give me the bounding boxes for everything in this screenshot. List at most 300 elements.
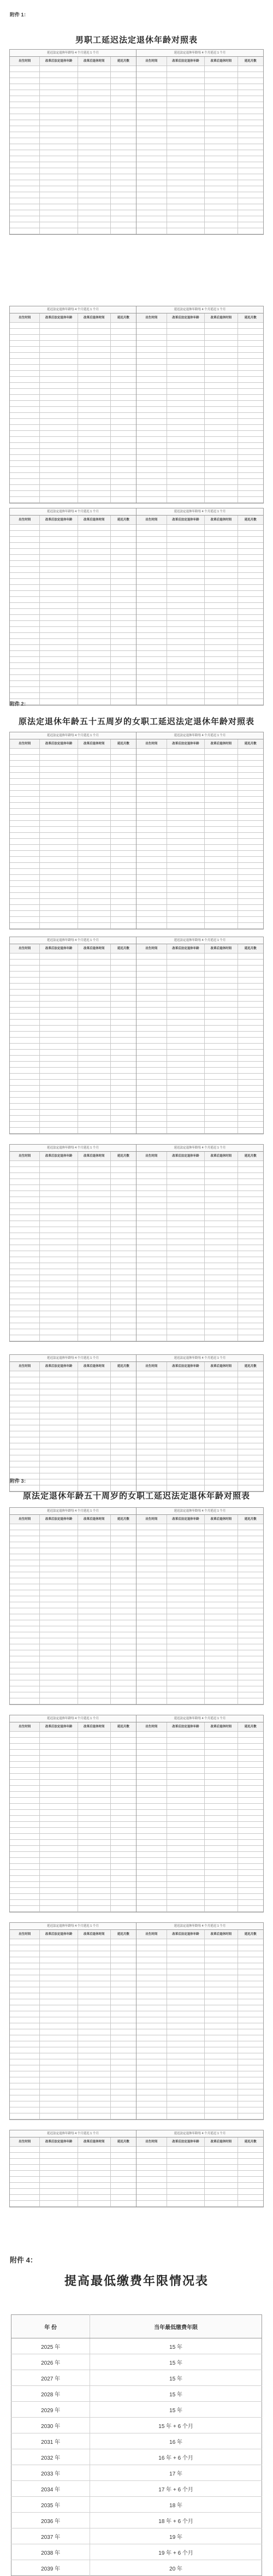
table-cell (10, 899, 40, 905)
table-cell (205, 1335, 238, 1341)
column-header: 改革后法定退休年龄 (167, 1930, 205, 1939)
table-cell (111, 1756, 136, 1762)
table-cell (136, 749, 167, 755)
table-cell (78, 2189, 111, 2195)
table-cell (167, 1864, 205, 1870)
table-cell (205, 1816, 238, 1822)
table-cell (205, 1233, 238, 1239)
table-cell (238, 761, 263, 767)
table-cell (10, 893, 40, 899)
table-cell (78, 1732, 111, 1738)
table-cell (136, 2183, 167, 2189)
table-cell (40, 359, 78, 365)
table-cell (10, 222, 40, 228)
table-cell (205, 2195, 238, 2201)
table-cell (136, 1987, 167, 1993)
table-cell (10, 1104, 40, 1110)
table-cell (238, 1263, 263, 1269)
table-cell (167, 911, 205, 917)
table-cell (10, 1227, 40, 1233)
table-cell (10, 603, 40, 609)
table-cell (167, 990, 205, 996)
table-cell (238, 1656, 263, 1662)
table-cell (238, 1882, 263, 1888)
table-cell (167, 1662, 205, 1668)
table-cell (78, 2201, 111, 2207)
table-cell (10, 437, 40, 443)
table-cell (111, 1116, 136, 1122)
table-cell (205, 1371, 238, 1377)
table-cell (167, 1185, 205, 1191)
table-cell (136, 1227, 167, 1233)
table-cell (205, 431, 238, 437)
table-cell (10, 2017, 40, 2023)
table-cell (205, 2065, 238, 2071)
table-cell (205, 1834, 238, 1840)
table-cell (111, 192, 136, 198)
table-cell (10, 779, 40, 785)
table-cell (111, 2159, 136, 2165)
table-cell (238, 2065, 263, 2071)
table-cell (136, 669, 167, 675)
table-cell (111, 1263, 136, 1269)
table-cell (111, 845, 136, 851)
table-cell (205, 839, 238, 845)
attachment2-label: 附件 2： (10, 701, 29, 707)
table-cell (40, 1882, 78, 1888)
table-cell (205, 1590, 238, 1596)
table-cell (40, 1239, 78, 1245)
table-cell (111, 567, 136, 573)
table-cell (238, 1774, 263, 1780)
table-cell (78, 597, 111, 603)
column-header: 出生时间 (10, 1362, 40, 1371)
table-cell (111, 809, 136, 815)
table-cell (111, 210, 136, 216)
table-cell (136, 198, 167, 204)
table-cell (40, 1963, 78, 1969)
table-cell (10, 1275, 40, 1281)
table-cell (111, 1335, 136, 1341)
table-cell (167, 525, 205, 531)
table-cell (136, 1038, 167, 1044)
table-cell (40, 1383, 78, 1389)
table-cell (111, 1185, 136, 1191)
table-cell (40, 216, 78, 222)
table-cell (136, 1536, 167, 1542)
table-cell (205, 1377, 238, 1383)
table-cell (167, 2171, 205, 2177)
table-cell (136, 419, 167, 425)
table-cell (78, 827, 111, 833)
table-cell (238, 573, 263, 579)
table-cell (111, 615, 136, 621)
table-cell (205, 633, 238, 639)
table-cell (205, 905, 238, 911)
table-cell (78, 1999, 111, 2005)
table-cell (238, 1698, 263, 1704)
table-cell (111, 1852, 136, 1858)
table-cell (40, 1554, 78, 1560)
table-cell (10, 2041, 40, 2047)
table-cell (111, 479, 136, 485)
table-cell (167, 1602, 205, 1608)
table-cell (205, 365, 238, 371)
table-cell (111, 228, 136, 234)
table-cell (136, 1008, 167, 1014)
table-cell (40, 1738, 78, 1744)
table-cell (205, 419, 238, 425)
table-cell (167, 407, 205, 413)
table-cell (111, 1449, 136, 1455)
table-cell (136, 2029, 167, 2035)
table-cell (167, 1014, 205, 1020)
table-cell (167, 1792, 205, 1798)
table-cell (111, 1780, 136, 1786)
table-cell (205, 1431, 238, 1437)
table-cell (136, 1479, 167, 1485)
table-cell (40, 1473, 78, 1479)
table-cell (238, 809, 263, 815)
table-cell (167, 1395, 205, 1401)
age-table-block (9, 732, 264, 929)
table-cell (78, 383, 111, 389)
table-cell (40, 2077, 78, 2083)
table-cell (10, 2035, 40, 2041)
table-cell (205, 537, 238, 543)
table-cell (136, 1443, 167, 1449)
age-table-grid (136, 313, 263, 503)
table-cell (10, 681, 40, 687)
table-cell (238, 1233, 263, 1239)
table-cell (10, 2095, 40, 2101)
table-cell (238, 543, 263, 549)
age-table-block (9, 306, 264, 504)
table-cell (10, 972, 40, 978)
table-cell (205, 2113, 238, 2119)
table-cell (205, 917, 238, 923)
table-header: 延迟法定退休年龄每 4 个月延迟 1 个月 (10, 508, 136, 516)
table-cell (10, 431, 40, 437)
table-cell (167, 1299, 205, 1305)
table-cell (10, 1173, 40, 1179)
table-cell (136, 329, 167, 335)
table-cell (111, 627, 136, 633)
table-cell (238, 1050, 263, 1056)
table-cell (111, 1542, 136, 1548)
age-table-half (10, 1355, 136, 1491)
table-cell (10, 108, 40, 114)
table-cell (40, 323, 78, 329)
table-cell (10, 1846, 40, 1852)
table-cell (167, 1467, 205, 1473)
age-table-half (136, 2130, 263, 2207)
table-cell (78, 1774, 111, 1780)
table-cell (167, 827, 205, 833)
table-cell (205, 851, 238, 857)
table-cell (167, 960, 205, 966)
table-cell (167, 413, 205, 419)
table-cell (205, 2023, 238, 2029)
table-cell (136, 2171, 167, 2177)
table-cell (10, 479, 40, 485)
table-cell (205, 1774, 238, 1780)
table-cell (205, 693, 238, 699)
table-cell (111, 579, 136, 585)
table-cell (205, 1656, 238, 1662)
table-cell (167, 1002, 205, 1008)
table-cell (136, 2153, 167, 2159)
table-cell (238, 881, 263, 887)
table-cell (205, 210, 238, 216)
table-cell (167, 1020, 205, 1026)
table-cell (136, 675, 167, 681)
table-cell (136, 1900, 167, 1906)
table-cell (10, 1389, 40, 1395)
table-cell (40, 639, 78, 645)
table-cell (78, 2029, 111, 2035)
table-cell (111, 96, 136, 102)
table-cell (111, 1939, 136, 1945)
table-cell (10, 2089, 40, 2095)
table-cell (40, 561, 78, 567)
table-cell (136, 863, 167, 869)
table-cell (78, 1626, 111, 1632)
table-cell (238, 2189, 263, 2195)
table-cell (205, 845, 238, 851)
table-cell (205, 2071, 238, 2077)
table-cell (167, 401, 205, 407)
table-cell (40, 1756, 78, 1762)
table-cell (78, 198, 111, 204)
table-cell (136, 1080, 167, 1086)
table-cell (78, 1870, 111, 1876)
column-header: 改革后法定退休年龄 (167, 313, 205, 323)
table-cell (136, 1756, 167, 1762)
table-cell (111, 1221, 136, 1227)
table-cell (205, 1419, 238, 1425)
table-cell (238, 663, 263, 669)
table-cell (167, 1762, 205, 1768)
table-cell (238, 2041, 263, 2047)
table-cell (205, 395, 238, 401)
table-cell (10, 335, 40, 341)
table-cell (205, 597, 238, 603)
table-cell (10, 1957, 40, 1963)
table-cell (10, 2153, 40, 2159)
table-cell (136, 174, 167, 180)
table-cell (78, 1311, 111, 1317)
table-cell (167, 633, 205, 639)
table-cell (205, 192, 238, 198)
table-cell (78, 681, 111, 687)
table-cell (136, 1293, 167, 1299)
table-cell (205, 1548, 238, 1554)
table-cell (167, 543, 205, 549)
table-cell (136, 2011, 167, 2017)
age-table-half (10, 1715, 136, 1912)
table-cell (111, 2183, 136, 2189)
table-cell (78, 893, 111, 899)
table-cell (10, 449, 40, 455)
age-table-block (9, 1507, 264, 1705)
table-cell (238, 1074, 263, 1080)
table-cell (111, 978, 136, 984)
table-cell (111, 1329, 136, 1335)
table-cell (167, 761, 205, 767)
table-cell (111, 984, 136, 990)
table-cell (136, 2065, 167, 2071)
age-table-block (9, 1715, 264, 1912)
table-cell (238, 1993, 263, 1999)
table-cell (167, 1281, 205, 1287)
table-cell (111, 954, 136, 960)
table-cell (78, 1389, 111, 1395)
age-table-half (10, 50, 136, 234)
table-cell (238, 449, 263, 455)
table-cell (78, 1050, 111, 1056)
table-cell (78, 984, 111, 990)
table-cell (111, 1008, 136, 1014)
table-cell (40, 1686, 78, 1692)
table-cell (78, 120, 111, 126)
table-row (11, 2449, 262, 2465)
table-cell (238, 335, 263, 341)
table-cell (111, 1680, 136, 1686)
table-cell (111, 639, 136, 645)
table-cell (238, 1792, 263, 1798)
table-cell (205, 603, 238, 609)
table-cell (78, 371, 111, 377)
table-cell (40, 905, 78, 911)
table-cell (10, 1692, 40, 1698)
table-cell (205, 2059, 238, 2065)
table-cell (167, 491, 205, 497)
table-cell (111, 1548, 136, 1554)
table-cell (167, 1530, 205, 1536)
table-cell (78, 102, 111, 108)
table-cell (111, 389, 136, 395)
table-cell (238, 1329, 263, 1335)
table-cell (238, 1560, 263, 1566)
table-cell (10, 198, 40, 204)
table-cell (136, 1906, 167, 1912)
table-cell (205, 329, 238, 335)
table-cell (167, 1479, 205, 1485)
attachment3-label: 附件 3： (10, 1478, 29, 1484)
table-cell (238, 1999, 263, 2005)
table-cell (40, 2101, 78, 2107)
table-cell (205, 383, 238, 389)
table-cell (205, 1584, 238, 1590)
table-cell (40, 633, 78, 639)
table-cell (238, 419, 263, 425)
table-cell (78, 1614, 111, 1620)
table-cell (136, 561, 167, 567)
table-cell (238, 2077, 263, 2083)
table-cell (136, 1413, 167, 1419)
table-cell (40, 222, 78, 228)
table-cell (238, 1572, 263, 1578)
table-cell (10, 2023, 40, 2029)
table-cell (238, 591, 263, 597)
age-table-grid (10, 739, 136, 929)
table-cell (167, 591, 205, 597)
table-cell (167, 1257, 205, 1263)
table-cell (40, 383, 78, 389)
age-table-grid (136, 1515, 263, 1704)
table-cell (167, 1870, 205, 1876)
table-cell (238, 1008, 263, 1014)
table-cell (40, 1834, 78, 1840)
table-cell (205, 857, 238, 863)
table-header: 延迟法定退休年龄每 4 个月延迟 1 个月 (10, 306, 136, 313)
table-cell (10, 905, 40, 911)
table-cell (10, 1161, 40, 1167)
table-cell (40, 857, 78, 863)
table-cell (238, 389, 263, 395)
table-cell (238, 954, 263, 960)
table-cell (136, 1786, 167, 1792)
table-cell (111, 633, 136, 639)
table-cell (167, 425, 205, 431)
table-cell (238, 1311, 263, 1317)
table-cell (40, 1068, 78, 1074)
table-cell (10, 1822, 40, 1828)
table-cell (40, 1792, 78, 1798)
column-header: 出生时间 (136, 739, 167, 749)
table-cell (78, 1590, 111, 1596)
table-cell (238, 431, 263, 437)
column-header: 改革后退休时间 (78, 2137, 111, 2147)
column-header: 改革后退休时间 (205, 516, 238, 525)
table-cell (205, 1744, 238, 1750)
table-cell (238, 1524, 263, 1530)
table-cell (10, 1455, 40, 1461)
table-cell (40, 2177, 78, 2183)
age-table-half (136, 1145, 263, 1341)
table-cell (167, 1768, 205, 1774)
table-cell (167, 2165, 205, 2171)
table-cell (78, 693, 111, 699)
age-table-grid (136, 1152, 263, 1341)
min-years-column-header: 当年最低缴费年限 (90, 2315, 262, 2338)
table-cell (111, 1062, 136, 1068)
table-cell (78, 869, 111, 875)
table-header: 延迟法定退休年龄每 4 个月延迟 1 个月 (136, 1145, 263, 1152)
table-cell (205, 779, 238, 785)
table-cell (238, 966, 263, 972)
table-cell (78, 1437, 111, 1443)
table-cell (10, 954, 40, 960)
table-cell (40, 1804, 78, 1810)
table-cell (238, 1744, 263, 1750)
table-cell (205, 761, 238, 767)
table-cell (40, 365, 78, 371)
table-cell (136, 1221, 167, 1227)
table-cell (238, 1888, 263, 1894)
age-table-grid (136, 1930, 263, 2119)
table-cell (10, 1774, 40, 1780)
table-cell (78, 1209, 111, 1215)
table-cell (238, 585, 263, 591)
table-cell (40, 603, 78, 609)
age-table-half (10, 1923, 136, 2119)
table-cell (167, 1008, 205, 1014)
table-cell (205, 615, 238, 621)
table-cell (205, 407, 238, 413)
table-cell (167, 1945, 205, 1951)
